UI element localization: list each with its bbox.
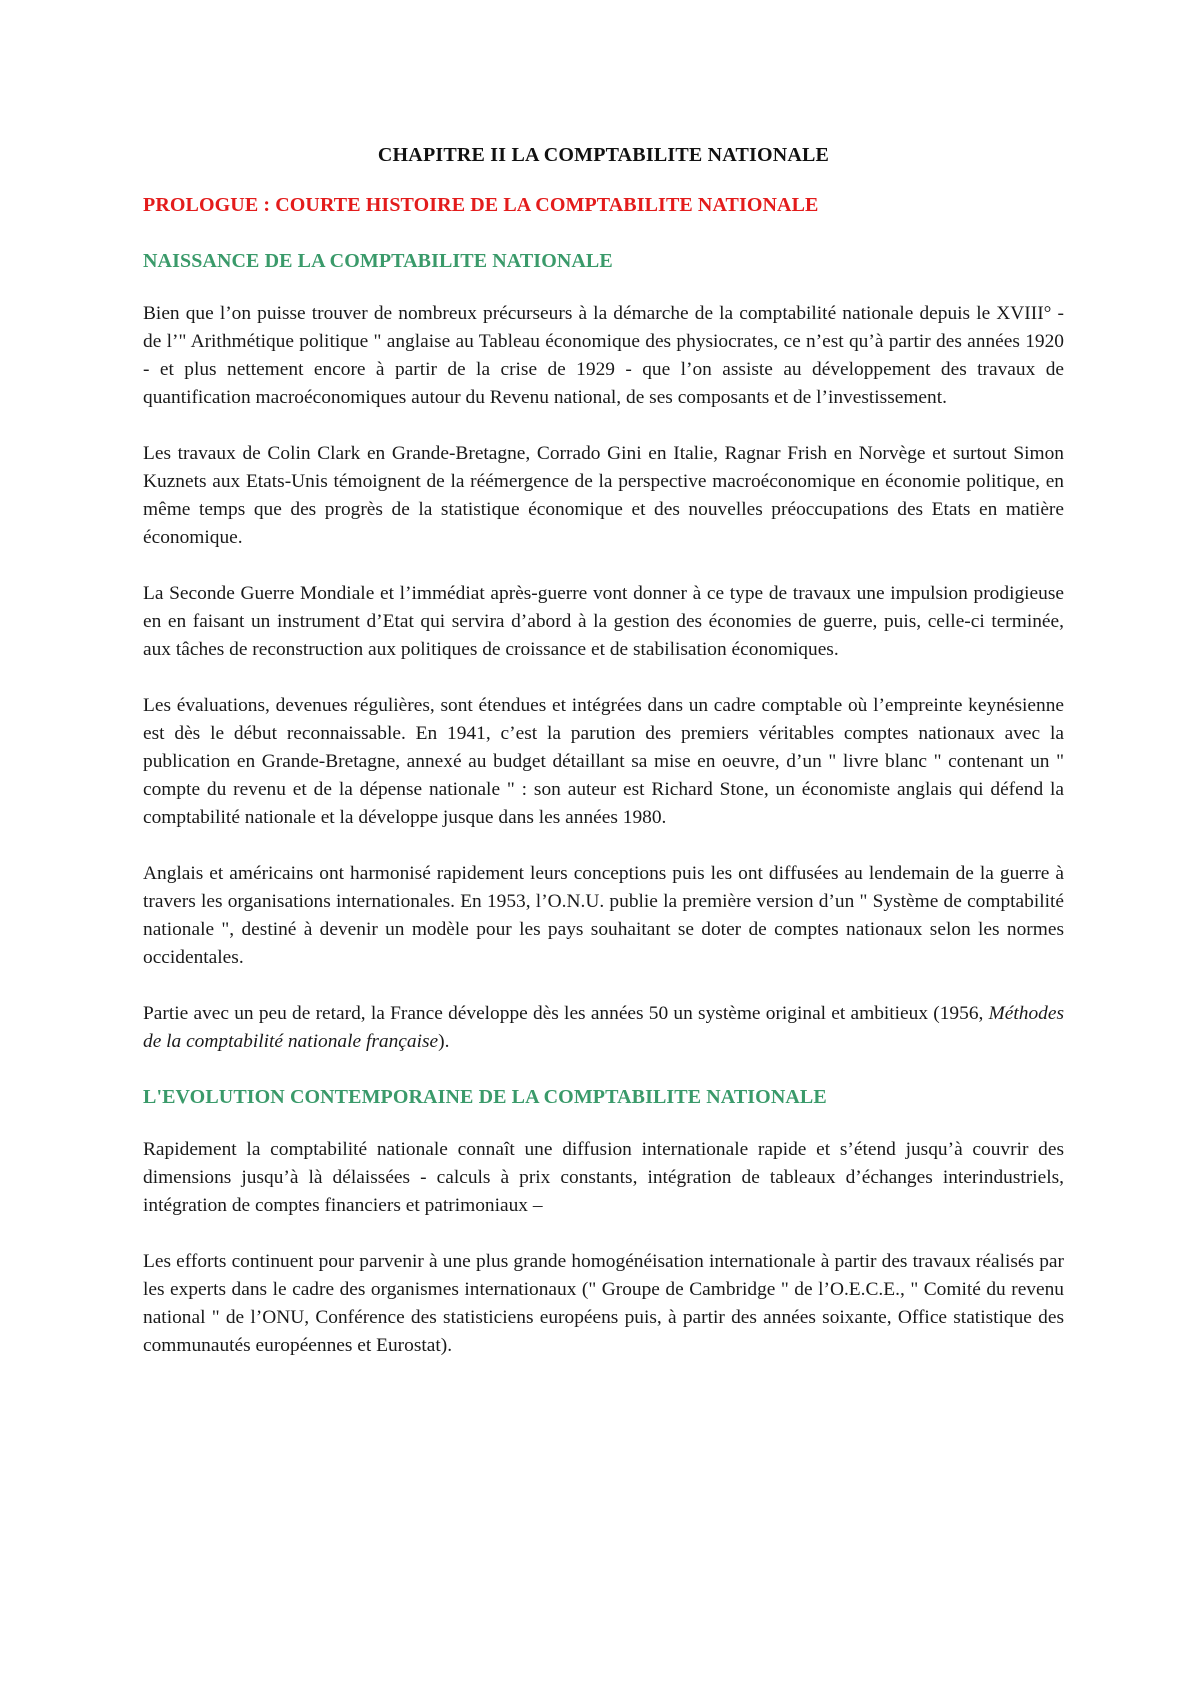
paragraph-france xyxy=(143,1000,1064,1056)
paragraph: Les travaux de Colin Clark en Grande-Bretagne, Corrado Gini en Italie, Ragnar Frish en Norvège et surtout Simon Kuznets aux Etats-Unis témoignent de la réémergence de la perspective macroéconomique en économie politique, en même temps que des progrès de la statistique économique et des nouvelles préoccupations des Etats en matière économique. xyxy=(143,443,1064,548)
prologue-heading: PROLOGUE : COURTE HISTOIRE DE LA COMPTABILITE NATIONALE xyxy=(143,194,819,216)
paragraph: Les efforts continuent pour parvenir à une plus grande homogénéisation internationale à partir des travaux réalisés par les experts dans le cadre des organismes internationaux (" Groupe de Cambridge " de l’O.E.C.E., " Comité du revenu national " de l’ONU, Conférence des statisticiens européens puis, à partir des années soixante, Office statistique des communautés européennes et Eurostat). xyxy=(143,1251,1064,1356)
section-heading: L'EVOLUTION CONTEMPORAINE DE LA COMPTABILITE NATIONALE xyxy=(143,1086,827,1108)
paragraph: Les évaluations, devenues régulières, sont étendues et intégrées dans un cadre comptable où l’empreinte keynésienne est dès le début reconnaissable. En 1941, c’est la parution des premiers véritables comptes nationaux avec la publication en Grande-Bretagne, annexé au budget détaillant sa mise en oeuvre, d’un " livre blanc " contenant un " compte du revenu et de la dépense nationale " : son auteur est Richard Stone, un économiste anglais qui défend la comptabilité nationale et la développe jusque dans les années 1980. xyxy=(143,695,1064,828)
book-title: Méthodes de la comptabilité nationale française xyxy=(143,1003,1064,1052)
paragraph-text: Partie avec un peu de retard, la France développe dès les années 50 un système original et ambitieux (1956, xyxy=(143,1003,989,1024)
paragraph: Rapidement la comptabilité nationale connaît une diffusion internationale rapide et s’étend jusqu’à couvrir des dimensions jusqu’à là délaissées - calculs à prix constants, intégration de tableaux d’échanges interindustriels, intégration de comptes financiers et patrimoniaux – xyxy=(143,1139,1064,1216)
paragraph-text: ). xyxy=(438,1031,450,1052)
paragraph: Anglais et américains ont harmonisé rapidement leurs conceptions puis les ont diffusées au lendemain de la guerre à travers les organisations internationales. En 1953, l’O.N.U. publie la première version d’un " Système de comptabilité nationale ", destiné à devenir un modèle pour les pays souhaitant se doter de comptes nationaux selon les normes occidentales. xyxy=(143,863,1064,968)
section-heading: NAISSANCE DE LA COMPTABILITE NATIONALE xyxy=(143,250,613,272)
section-naissance xyxy=(143,246,1064,1056)
section-evolution xyxy=(143,1082,1064,1360)
paragraph: La Seconde Guerre Mondiale et l’immédiat après-guerre vont donner à ce type de travaux une impulsion prodigieuse en en faisant un instrument d’Etat qui servira d’abord à la gestion des économies de guerre, puis, celle-ci terminée, aux tâches de reconstruction aux politiques de croissance et de stabilisation économiques. xyxy=(143,583,1064,660)
document-page xyxy=(143,140,1064,1388)
paragraph: Bien que l’on puisse trouver de nombreux précurseurs à la démarche de la comptabilité nationale depuis le XVIII° - de l’" Arithmétique politique " anglaise au Tableau économique des physiocrates, ce n’est qu’à partir des années 1920 - et plus nettement encore à partir de la crise de 1929 - que l’on assiste au développement des travaux de quantification macroéconomiques autour du Revenu national, de ses composants et de l’investissement. xyxy=(143,303,1064,408)
chapter-title: CHAPITRE II LA COMPTABILITE NATIONALE xyxy=(377,144,830,166)
